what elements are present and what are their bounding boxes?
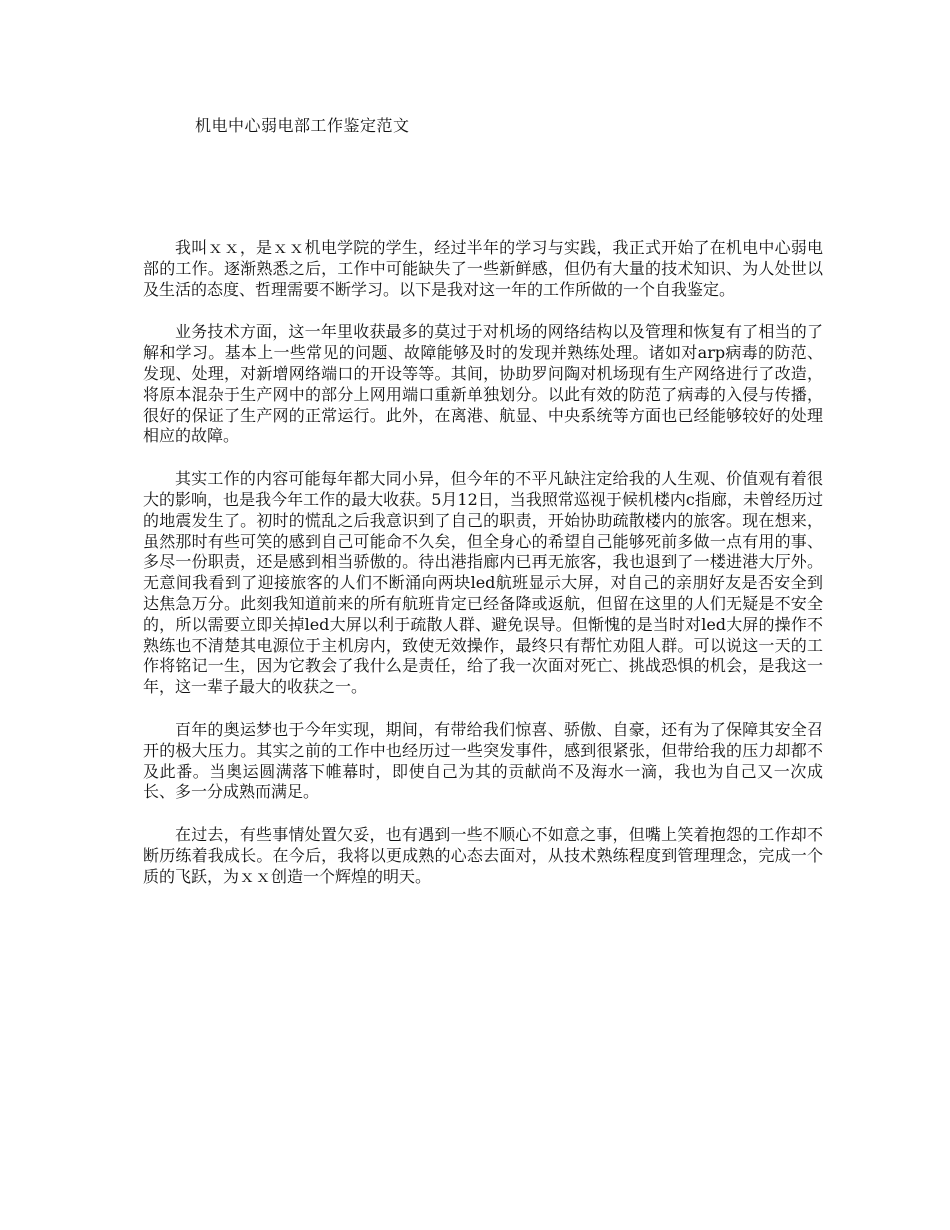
paragraph-olympics: 百年的奥运梦也于今年实现，期间，有带给我们惊喜、骄傲、自豪，还有为了保障其安全召开的极大压力。其实之前的工作中也经历过一些突发事件，感到很紧张，但带给我的压力却都不及此番。当奥运圆满落下帷幕时，即使自己为其的贡献尚不及海水一滴，我也为自己又一次成长、多一分成熟而满足。: [143, 719, 823, 802]
paragraph-intro: 我叫ｘｘ，是ｘｘ机电学院的学生，经过半年的学习与实践，我正式开始了在机电中心弱电部的工作。逐渐熟悉之后，工作中可能缺失了一些新鲜感，但仍有大量的技术知识、为人处世以及生活的态度、哲理需要不断学习。以下是我对这一年的工作所做的一个自我鉴定。: [143, 238, 823, 299]
document-body: [143, 238, 823, 910]
document-title: 机电中心弱电部工作鉴定范文: [195, 116, 410, 135]
paragraph-conclusion: 在过去，有些事情处置欠妥，也有遇到一些不顺心不如意之事，但嘴上笑着抱怨的工作却不断历练着我成长。在今后，我将以更成熟的心态去面对，从技术熟练程度到管理理念，完成一个质的飞跃，为ｘｘ创造一个辉煌的明天。: [143, 825, 823, 886]
paragraph-technical-work: 业务技术方面，这一年里收获最多的莫过于对机场的网络结构以及管理和恢复有了相当的了解和学习。基本上一些常见的问题、故障能够及时的发现并熟练处理。诸如对arp病毒的防范、发现、处理，对新增网络端口的开设等等。其间，协助罗问陶对机场现有生产网络进行了改造，将原本混杂于生产网中的部分上网用端口重新单独划分。以此有效的防范了病毒的入侵与传播，很好的保证了生产网的正常运行。此外，在离港、航显、中央系统等方面也已经能够较好的处理相应的故障。: [143, 322, 823, 446]
paragraph-earthquake: 其实工作的内容可能每年都大同小异，但今年的不平凡缺注定给我的人生观、价值观有着很大的影响，也是我今年工作的最大收获。5月12日，当我照常巡视于候机楼内c指廊，未曾经历过的地震发生了。初时的慌乱之后我意识到了自己的职责，开始协助疏散楼内的旅客。现在想来，虽然那时有些可笑的感到自己可能命不久矣，但全身心的希望自己能够死前多做一点有用的事、多尽一份职责，还是感到相当骄傲的。待出港指廊内已再无旅客，我也退到了一楼进港大厅外。无意间我看到了迎接旅客的人们不断涌向两块led航班显示大屏，对自己的亲朋好友是否安全到达焦急万分。此刻我知道前来的所有航班肯定已经备降或返航，但留在这里的人们无疑是不安全的，所以需要立即关掉led大屏以利于疏散人群、避免误导。但惭愧的是当时对led大屏的操作不熟练也不清楚其电源位于主机房内，致使无效操作，最终只有帮忙劝阻人群。可以说这一天的工作将铭记一生，因为它教会了我什么是责任，给了我一次面对死亡、挑战恐惧的机会，是我这一年，这一辈子最大的收获之一。: [143, 469, 823, 697]
